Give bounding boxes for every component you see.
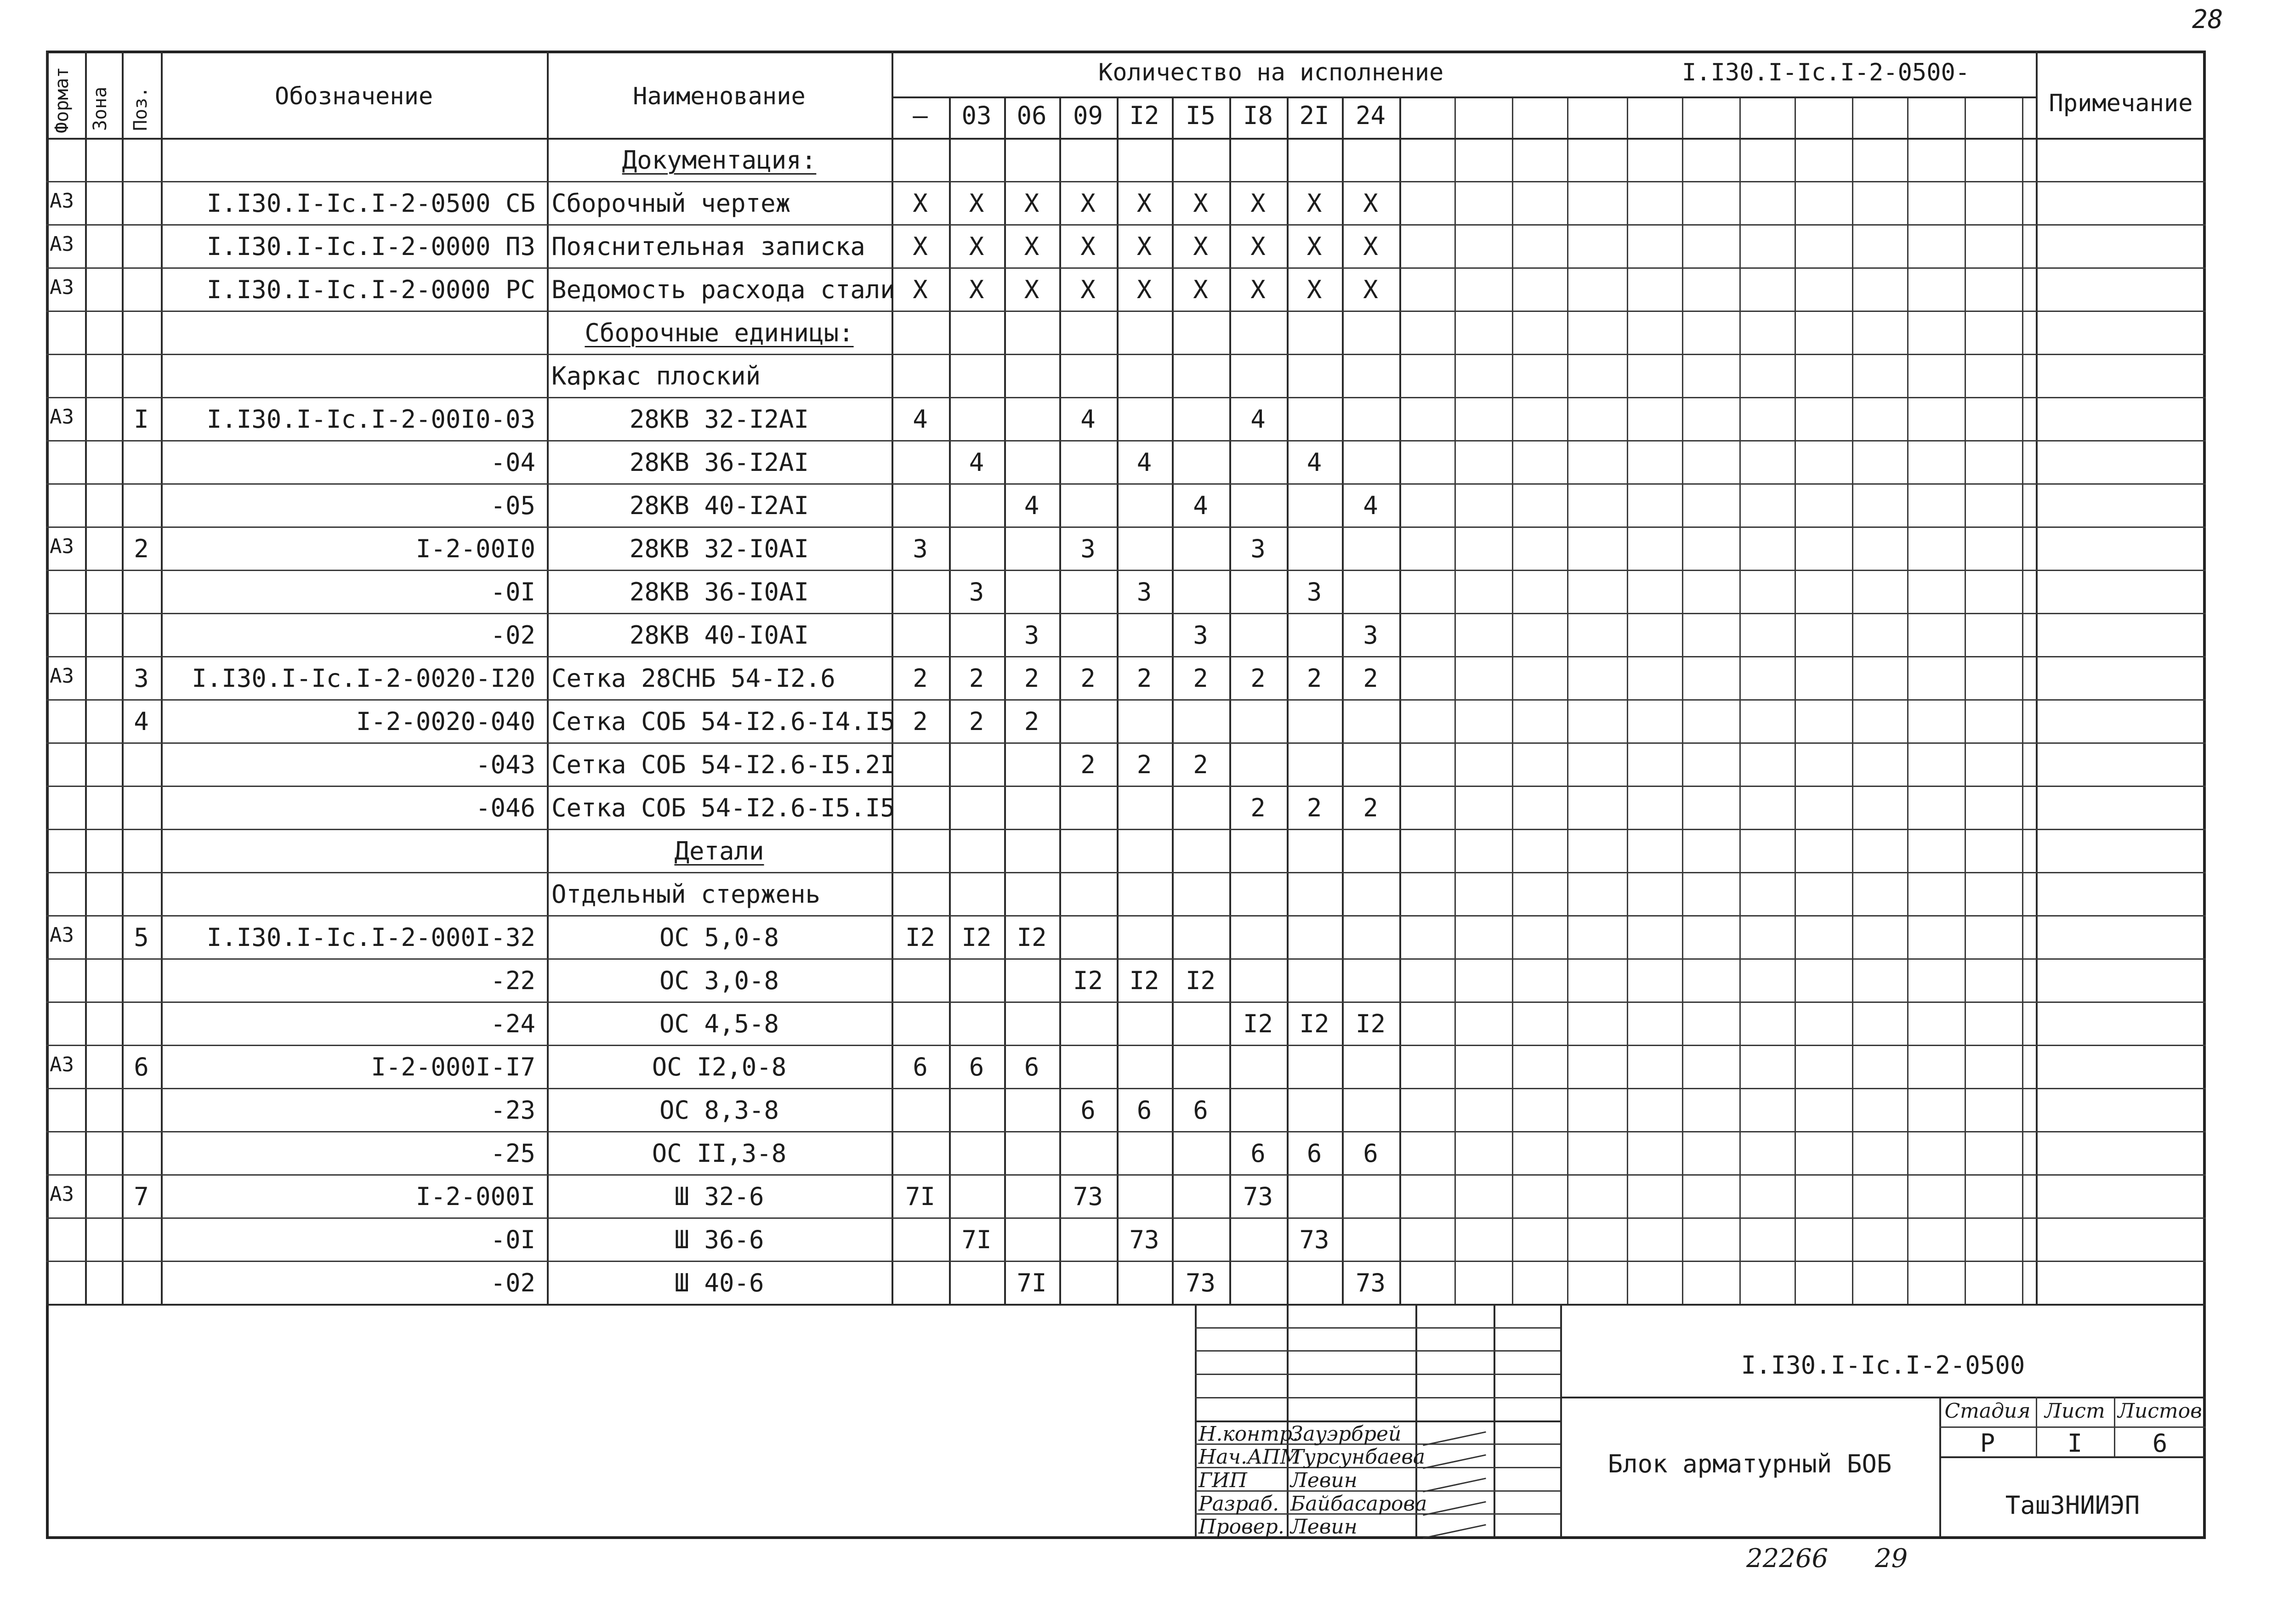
row-quantity: X — [1193, 232, 1208, 261]
row-quantity: 73 — [1243, 1182, 1273, 1211]
row-divider — [46, 656, 2206, 657]
row-designation: -046 — [475, 793, 535, 822]
row-quantity: 2 — [1193, 750, 1208, 779]
staff-name: Зауэрбрей — [1290, 1422, 1402, 1446]
row-name: Сетка СОБ 54-I2.6-I5.2I — [551, 750, 895, 779]
row-quantity: 2 — [1193, 664, 1208, 693]
row-quantity: 73 — [1185, 1268, 1216, 1297]
header-divider — [892, 96, 2036, 98]
row-quantity: I2 — [1129, 966, 1159, 995]
row-quantity: X — [1024, 189, 1039, 218]
row-divider — [46, 224, 2206, 226]
row-quantity: 2 — [969, 707, 984, 736]
row-quantity: I2 — [1355, 1009, 1386, 1038]
row-quantity: X — [969, 189, 984, 218]
row-designation: -22 — [490, 966, 535, 995]
staff-row-divider — [1195, 1420, 1560, 1422]
row-quantity: X — [913, 189, 928, 218]
row-quantity: 2 — [1024, 664, 1039, 693]
row-designation: -043 — [475, 750, 535, 779]
bottom-code-1: 22266 — [1746, 1544, 1829, 1573]
staff-name: Турсунбаева — [1290, 1445, 1426, 1469]
row-format: A3 — [50, 1053, 74, 1076]
row-quantity: 2 — [1363, 793, 1378, 822]
row-quantity: 7I — [961, 1225, 992, 1254]
row-quantity: 3 — [1193, 621, 1208, 650]
staff-row-divider — [1195, 1490, 1560, 1492]
row-divider — [46, 1217, 2206, 1219]
row-quantity: X — [1363, 232, 1378, 261]
row-divider — [46, 786, 2206, 787]
row-name: 28КВ 36-I0AI — [629, 577, 809, 606]
row-name: Сборочный чертеж — [551, 189, 791, 218]
variant-header: I5 — [1185, 101, 1216, 130]
row-quantity: 4 — [1306, 448, 1322, 477]
header-name: Наименование — [633, 83, 806, 110]
variant-header: 06 — [1017, 101, 1047, 130]
staff-role: Нач.АПМ — [1198, 1445, 1301, 1469]
staff-name: Левин — [1290, 1468, 1357, 1492]
row-divider — [46, 570, 2206, 571]
stage-label: Стадия — [1944, 1399, 2031, 1423]
row-quantity: 2 — [1306, 793, 1322, 822]
row-quantity: X — [913, 275, 928, 304]
header-position: Поз. — [130, 86, 151, 131]
row-format: A3 — [50, 232, 74, 256]
row-divider — [46, 1261, 2206, 1262]
row-divider — [46, 699, 2206, 701]
row-quantity: 6 — [1136, 1096, 1152, 1125]
row-quantity: I2 — [1017, 923, 1047, 952]
row-name: 28КВ 40-I2AI — [629, 491, 809, 520]
row-name: Отдельный стержень — [551, 880, 821, 909]
row-name: 28КВ 40-I0AI — [629, 621, 809, 650]
row-divider — [46, 1131, 2206, 1132]
row-quantity: 7I — [905, 1182, 936, 1211]
header-zone: Зона — [90, 86, 111, 131]
row-position: 6 — [134, 1052, 149, 1081]
row-name: Ведомость расхода стали — [551, 275, 895, 304]
row-format: A3 — [50, 189, 74, 213]
row-format: A3 — [50, 664, 74, 688]
row-position: 2 — [134, 534, 149, 563]
row-quantity: 6 — [1193, 1096, 1208, 1125]
row-quantity: X — [1306, 189, 1322, 218]
row-designation: -04 — [490, 448, 535, 477]
row-format: A3 — [50, 405, 74, 429]
staff-row-divider — [1195, 1397, 1560, 1398]
staff-role: Разраб. — [1198, 1492, 1279, 1516]
row-quantity: X — [969, 275, 984, 304]
row-quantity: 3 — [1363, 621, 1378, 650]
row-name: ОС II,3-8 — [652, 1139, 787, 1168]
staff-role: Провер. — [1198, 1515, 1284, 1539]
row-divider — [46, 915, 2206, 917]
row-quantity: 73 — [1073, 1182, 1103, 1211]
variant-header: 09 — [1073, 101, 1103, 130]
variant-header: 03 — [961, 101, 992, 130]
row-quantity: 3 — [1136, 577, 1152, 606]
row-position: 3 — [134, 664, 149, 693]
header-quantity-code: I.I30.I-Ic.I-2-0500- — [1682, 59, 1970, 86]
row-designation: I.I30.I-Ic.I-2-0500 СБ — [206, 189, 535, 218]
row-quantity: X — [1080, 189, 1096, 218]
row-quantity: X — [1363, 275, 1378, 304]
header-bottom — [46, 138, 2206, 140]
row-divider — [46, 1045, 2206, 1046]
row-name: Сетка СОБ 54-I2.6-I5.I5 — [551, 793, 895, 822]
row-divider — [46, 526, 2206, 528]
row-divider — [46, 1174, 2206, 1176]
row-name: ОС 8,3-8 — [659, 1096, 779, 1125]
row-position: 5 — [134, 923, 149, 952]
row-quantity: I2 — [1073, 966, 1103, 995]
row-quantity: X — [1080, 232, 1096, 261]
row-divider — [46, 613, 2206, 614]
row-name: ОС 3,0-8 — [659, 966, 779, 995]
row-quantity: 73 — [1355, 1268, 1386, 1297]
row-quantity: 4 — [1363, 491, 1378, 520]
row-designation: I-2-00I0 — [415, 534, 535, 563]
row-divider — [46, 181, 2206, 182]
header-quantity-title: Количество на исполнение — [1098, 59, 1444, 86]
row-divider — [46, 311, 2206, 312]
organization: ТашЗНИИЭП — [2005, 1491, 2140, 1520]
row-divider — [46, 267, 2206, 269]
variant-header: I2 — [1129, 101, 1159, 130]
row-divider — [46, 354, 2206, 355]
staff-name: Байбасарова — [1290, 1492, 1427, 1516]
row-quantity: I2 — [1243, 1009, 1273, 1038]
row-quantity: 6 — [913, 1052, 928, 1081]
titleblock-divider — [1560, 1304, 1562, 1537]
row-quantity: 2 — [913, 664, 928, 693]
variant-header: 24 — [1355, 101, 1386, 130]
row-quantity: 4 — [1024, 491, 1039, 520]
row-divider — [46, 397, 2206, 398]
row-quantity: 4 — [913, 405, 928, 434]
row-quantity: X — [1250, 189, 1266, 218]
row-designation: -25 — [490, 1139, 535, 1168]
row-quantity: 6 — [1306, 1139, 1322, 1168]
sheets-value: 6 — [2152, 1429, 2168, 1458]
row-quantity: 4 — [1193, 491, 1208, 520]
row-designation: I-2-0020-040 — [356, 707, 535, 736]
row-quantity: 3 — [1250, 534, 1266, 563]
row-quantity: 2 — [1250, 793, 1266, 822]
variant-header: I8 — [1243, 101, 1273, 130]
row-quantity: 3 — [913, 534, 928, 563]
row-divider — [46, 440, 2206, 441]
row-name: ОС 4,5-8 — [659, 1009, 779, 1038]
row-name: Сетка 28СНБ 54-I2.6 — [551, 664, 835, 693]
row-divider — [46, 1002, 2206, 1003]
row-quantity: 2 — [1080, 664, 1096, 693]
row-quantity: 3 — [969, 577, 984, 606]
row-quantity: X — [1080, 275, 1096, 304]
row-quantity: 6 — [1024, 1052, 1039, 1081]
header-designation: Обозначение — [274, 83, 433, 110]
row-quantity: 2 — [1080, 750, 1096, 779]
row-divider — [46, 872, 2206, 873]
header-note: Примечание — [2049, 90, 2193, 117]
sheets-label: Листов — [2118, 1399, 2202, 1423]
row-quantity: 3 — [1306, 577, 1322, 606]
row-divider — [46, 1304, 2206, 1306]
row-designation: I.I30.I-Ic.I-2-0000 РС — [206, 275, 535, 304]
row-quantity: 2 — [1363, 664, 1378, 693]
row-designation: -02 — [490, 1268, 535, 1297]
row-name: 28КВ 32-I2AI — [629, 405, 809, 434]
row-position: I — [134, 405, 149, 434]
row-name: Сборочные единицы: — [585, 318, 854, 347]
row-quantity: I2 — [1185, 966, 1216, 995]
row-format: A3 — [50, 276, 74, 299]
bottom-code-2: 29 — [1875, 1544, 1908, 1573]
variant-header: 2I — [1299, 101, 1329, 130]
sheet-number: 28 — [2192, 5, 2223, 34]
row-designation: -0I — [490, 1225, 535, 1254]
row-quantity: X — [1136, 275, 1152, 304]
row-designation: I-2-000I-I7 — [371, 1052, 535, 1081]
staff-row-divider — [1195, 1374, 1560, 1375]
staff-role: Н.контр. — [1198, 1422, 1299, 1446]
row-quantity: X — [1363, 189, 1378, 218]
row-quantity: 2 — [969, 664, 984, 693]
row-quantity: X — [1250, 232, 1266, 261]
staff-role: ГИП — [1198, 1468, 1247, 1492]
row-quantity: 2 — [1136, 750, 1152, 779]
row-quantity: X — [1136, 189, 1152, 218]
staff-name: Левин — [1290, 1515, 1357, 1539]
row-divider — [46, 483, 2206, 485]
row-quantity: X — [1024, 275, 1039, 304]
row-quantity: X — [1136, 232, 1152, 261]
row-quantity: X — [913, 232, 928, 261]
staff-row-divider — [1195, 1350, 1560, 1352]
row-name: Каркас плоский — [551, 362, 761, 390]
staff-row-divider — [1195, 1327, 1560, 1329]
titleblock-divider — [1560, 1397, 2206, 1398]
row-quantity: I2 — [1299, 1009, 1329, 1038]
row-name: Документация: — [622, 146, 817, 175]
column-divider — [2036, 51, 2038, 1304]
row-quantity: 2 — [1136, 664, 1152, 693]
row-designation: -23 — [490, 1096, 535, 1125]
row-quantity: 2 — [1306, 664, 1322, 693]
row-name: Ш 40-6 — [674, 1268, 764, 1297]
row-quantity: 3 — [1024, 621, 1039, 650]
row-quantity: 6 — [969, 1052, 984, 1081]
row-quantity: 73 — [1129, 1225, 1159, 1254]
row-quantity: 2 — [1024, 707, 1039, 736]
row-quantity: 6 — [1363, 1139, 1378, 1168]
row-quantity: 6 — [1080, 1096, 1096, 1125]
column-divider — [85, 51, 87, 1304]
row-divider — [46, 1088, 2206, 1089]
row-designation: -24 — [490, 1009, 535, 1038]
row-quantity: 7I — [1017, 1268, 1047, 1297]
row-format: A3 — [50, 923, 74, 947]
row-quantity: X — [969, 232, 984, 261]
header-format: Формат — [51, 67, 73, 133]
sheet-label: Лист — [2045, 1399, 2105, 1423]
row-quantity: X — [1306, 275, 1322, 304]
row-designation: I.I30.I-Ic.I-2-00I0-03 — [206, 405, 535, 434]
stage-value: Р — [1980, 1429, 1995, 1458]
row-designation: I-2-000I — [415, 1182, 535, 1211]
row-name: Пояснительная записка — [551, 232, 865, 261]
row-quantity: 4 — [969, 448, 984, 477]
row-quantity: X — [1193, 189, 1208, 218]
row-designation: -0I — [490, 577, 535, 606]
row-name: Сетка СОБ 54-I2.6-I4.I5 — [551, 707, 895, 736]
row-divider — [46, 829, 2206, 830]
row-quantity: X — [1306, 232, 1322, 261]
row-quantity: 2 — [913, 707, 928, 736]
row-quantity: 4 — [1136, 448, 1152, 477]
row-designation: I.I30.I-Ic.I-2-000I-32 — [206, 923, 535, 952]
row-designation: I.I30.I-Ic.I-2-0000 ПЗ — [206, 232, 535, 261]
row-name: ОС I2,0-8 — [652, 1052, 787, 1081]
row-name: ОС 5,0-8 — [659, 923, 779, 952]
sheet-value: I — [2067, 1429, 2083, 1458]
row-name: Детали — [674, 837, 764, 866]
row-name: 28КВ 32-I0AI — [629, 534, 809, 563]
row-format: A3 — [50, 1183, 74, 1206]
row-designation: -05 — [490, 491, 535, 520]
doc-title: Блок арматурный БОБ — [1607, 1449, 1892, 1478]
row-name: Ш 32-6 — [674, 1182, 764, 1211]
row-divider — [46, 958, 2206, 960]
row-quantity: 2 — [1250, 664, 1266, 693]
row-designation: -02 — [490, 621, 535, 650]
row-quantity: X — [1024, 232, 1039, 261]
drawing-frame — [46, 51, 2206, 1539]
row-position: 4 — [134, 707, 149, 736]
row-quantity: 3 — [1080, 534, 1096, 563]
row-designation: I.I30.I-Ic.I-2-0020-I20 — [192, 664, 535, 693]
variant-header: – — [913, 101, 928, 130]
row-format: A3 — [50, 535, 74, 558]
row-name: Ш 36-6 — [674, 1225, 764, 1254]
doc-code: I.I30.I-Ic.I-2-0500 — [1741, 1351, 2025, 1380]
row-quantity: 73 — [1299, 1225, 1329, 1254]
row-quantity: 4 — [1080, 405, 1096, 434]
column-divider — [46, 51, 48, 1304]
row-quantity: 4 — [1250, 405, 1266, 434]
titleblock-divider — [1939, 1426, 2206, 1428]
row-quantity: 6 — [1250, 1139, 1266, 1168]
row-position: 7 — [134, 1182, 149, 1211]
row-name: 28КВ 36-I2AI — [629, 448, 809, 477]
row-quantity: I2 — [961, 923, 992, 952]
row-quantity: X — [1250, 275, 1266, 304]
row-divider — [46, 742, 2206, 744]
row-quantity: X — [1193, 275, 1208, 304]
row-quantity: I2 — [905, 923, 936, 952]
